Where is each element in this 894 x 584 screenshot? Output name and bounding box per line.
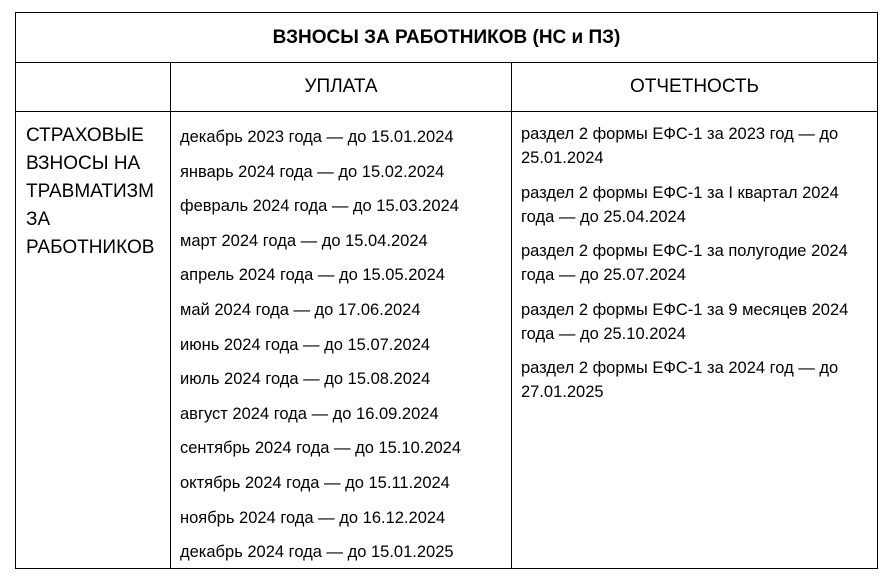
header-empty-cell xyxy=(16,63,171,111)
payment-item: март 2024 года — до 15.04.2024 xyxy=(180,231,428,250)
reporting-item: раздел 2 формы ЕФС-1 за 2024 год — до 27.01.2025 xyxy=(521,359,839,401)
payment-item: июнь 2024 года — до 15.07.2024 xyxy=(180,335,431,354)
payment-cell xyxy=(171,112,512,568)
payment-item: октябрь 2024 года — до 15.11.2024 xyxy=(180,473,450,492)
reporting-item: раздел 2 формы ЕФС-1 за полугодие 2024 года — до 25.07.2024 xyxy=(521,242,848,284)
reporting-cell xyxy=(512,112,877,568)
payment-item: август 2024 года — до 16.09.2024 xyxy=(180,404,439,423)
payment-item: февраль 2024 года — до 15.03.2024 xyxy=(180,197,459,216)
category-label: СТРАХОВЫЕ ВЗНОСЫ НА ТРАВМАТИЗМ ЗА РАБОТНИКОВ xyxy=(26,125,155,258)
header-row xyxy=(16,63,877,112)
payment-item: сентябрь 2024 года — до 15.10.2024 xyxy=(180,439,462,458)
payment-item: июль 2024 года — до 15.08.2024 xyxy=(180,370,431,389)
payment-item: апрель 2024 года — до 15.05.2024 xyxy=(180,266,445,285)
body-row xyxy=(16,112,877,568)
header-payment: УПЛАТА xyxy=(171,63,512,111)
payment-item: декабрь 2023 года — до 15.01.2024 xyxy=(180,128,454,146)
payment-item: май 2024 года — до 17.06.2024 xyxy=(180,300,421,319)
reporting-item: раздел 2 формы ЕФС-1 за I квартал 2024 года — до 25.04.2024 xyxy=(521,183,839,226)
header-reporting: ОТЧЕТНОСТЬ xyxy=(630,76,759,97)
reporting-item: раздел 2 формы ЕФС-1 за 9 месяцев 2024 года — до 25.10.2024 xyxy=(521,300,849,343)
category-cell xyxy=(16,112,171,568)
payment-item: ноябрь 2024 года — до 16.12.2024 xyxy=(180,508,446,527)
payment-item: декабрь 2024 года — до 15.01.2025 xyxy=(180,543,454,562)
reporting-list xyxy=(521,122,866,415)
payment-item: январь 2024 года — до 15.02.2024 xyxy=(180,162,445,181)
reporting-item: раздел 2 формы ЕФС-1 за 2023 год — до 25.01.2024 xyxy=(521,125,839,167)
payment-list xyxy=(180,120,461,570)
table-title: ВЗНОСЫ ЗА РАБОТНИКОВ (НС и ПЗ) xyxy=(16,13,877,63)
contributions-table xyxy=(15,12,878,569)
